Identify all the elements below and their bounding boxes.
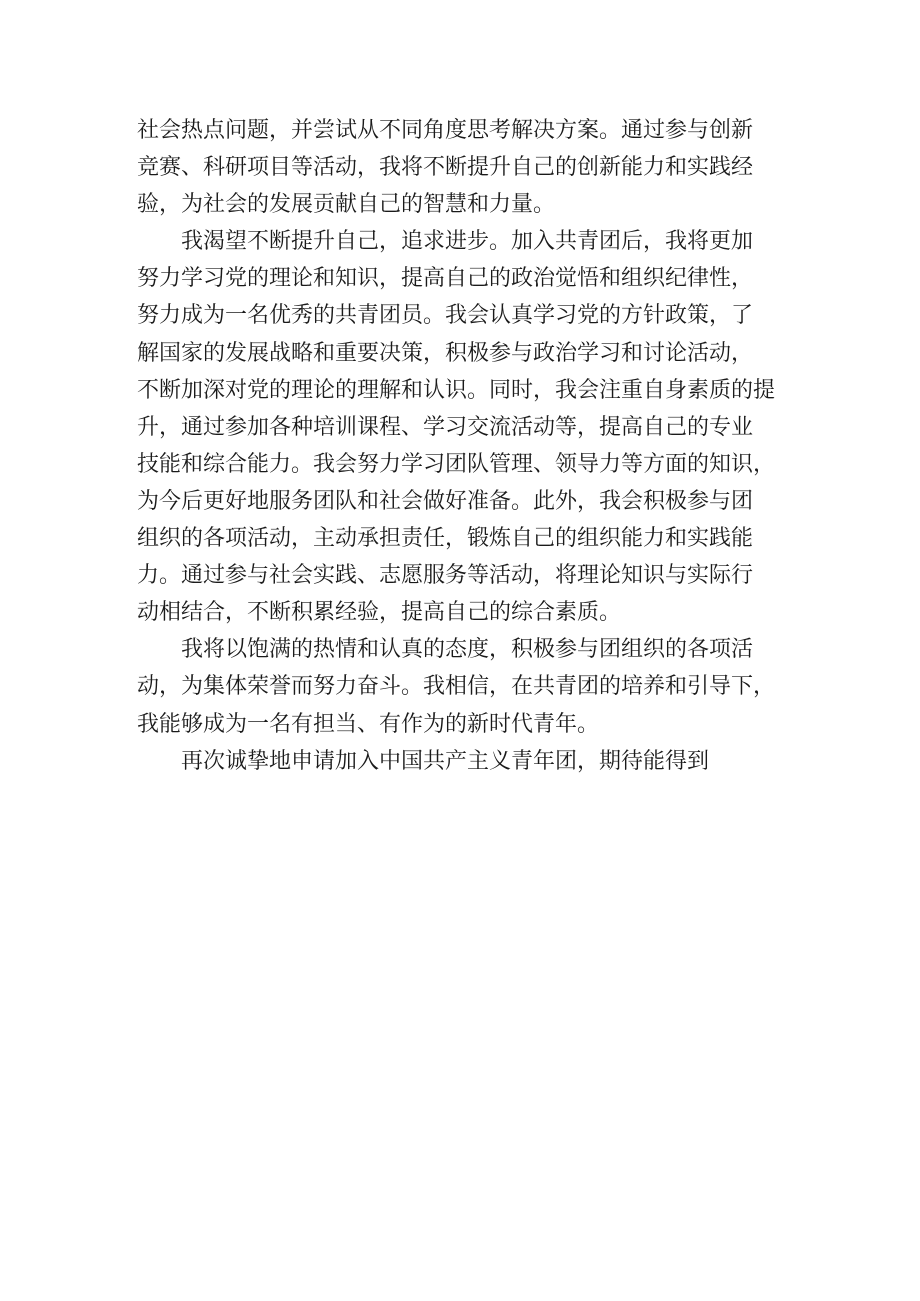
text-line: 技能和综合能力。我会努力学习团队管理、领导力等方面的知识， bbox=[137, 451, 776, 477]
document-body bbox=[137, 112, 797, 780]
text-line: 我将以饱满的热情和认真的态度，积极参与团组织的各项活 bbox=[181, 637, 754, 663]
text-line: 验，为社会的发展贡献自己的智慧和力量。 bbox=[137, 192, 556, 218]
text-line: 动，为集体荣誉而努力奋斗。我相信，在共青团的培养和引导下， bbox=[137, 674, 776, 700]
text-line: 社会热点问题，并尝试从不同角度思考解决方案。通过参与创新 bbox=[137, 118, 754, 143]
text-line: 力。通过参与社会实践、志愿服务等活动，将理论知识与实际行 bbox=[137, 563, 754, 589]
text-line: 组织的各项活动，主动承担责任，锻炼自己的组织能力和实践能 bbox=[137, 526, 754, 552]
paragraph-3 bbox=[137, 631, 797, 742]
text-line: 升，通过参加各种培训课程、学习交流活动等，提高自己的专业 bbox=[137, 414, 754, 440]
text-line: 动相结合，不断积累经验，提高自己的综合素质。 bbox=[137, 600, 622, 626]
text-line: 努力成为一名优秀的共青团员。我会认真学习党的方针政策，了 bbox=[137, 303, 754, 329]
text-line: 为今后更好地服务团队和社会做好准备。此外，我会积极参与团 bbox=[137, 488, 754, 514]
paragraph-2 bbox=[137, 223, 797, 631]
text-line: 再次诚挚地申请加入中国共产主义青年团，期待能得到 bbox=[181, 748, 710, 774]
text-line: 努力学习党的理论和知识，提高自己的政治觉悟和组织纪律性， bbox=[137, 266, 754, 292]
text-line: 解国家的发展战略和重要决策，积极参与政治学习和讨论活动， bbox=[137, 340, 754, 366]
paragraph-4 bbox=[137, 743, 797, 780]
text-line: 不断加深对党的理论的理解和认识。同时，我会注重自身素质的提 bbox=[137, 377, 776, 403]
text-line: 竞赛、科研项目等活动，我将不断提升自己的创新能力和实践经 bbox=[137, 155, 754, 181]
text-line: 我渴望不断提升自己，追求进步。加入共青团后，我将更加 bbox=[181, 229, 754, 255]
paragraph-1 bbox=[137, 112, 797, 223]
text-line: 我能够成为一名有担当、有作为的新时代青年。 bbox=[137, 711, 600, 737]
